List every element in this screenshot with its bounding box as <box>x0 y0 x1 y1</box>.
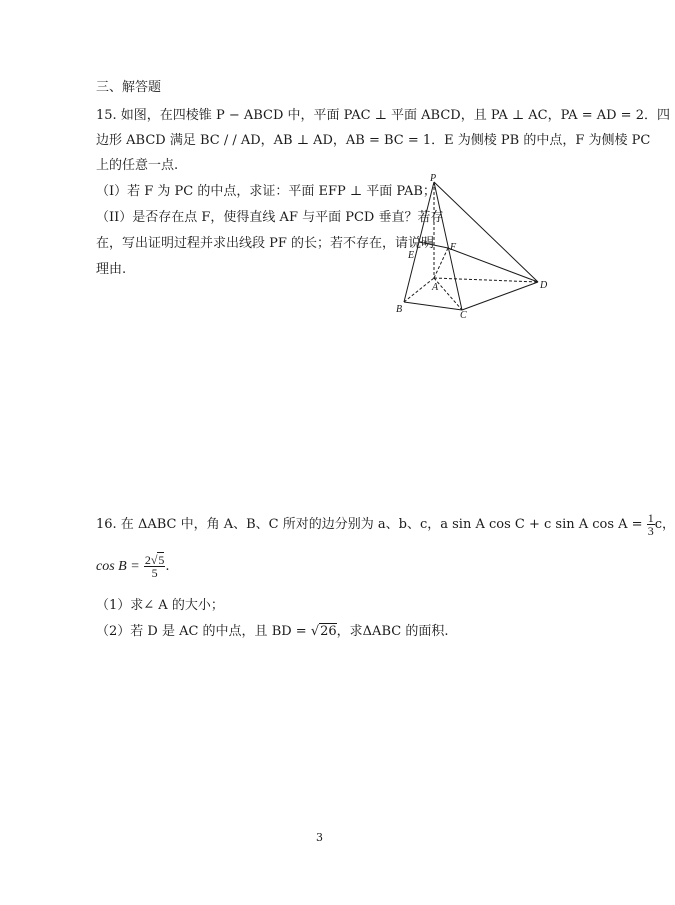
label-a: A <box>432 282 439 293</box>
label-d: D <box>540 280 548 291</box>
frac-denominator: 3 <box>647 524 654 538</box>
segment-af <box>434 248 448 278</box>
q16-line2-suffix: . <box>165 559 170 574</box>
q16-line1-suffix: c， <box>654 517 675 532</box>
frac-denominator: 5 <box>151 566 158 580</box>
q15-part2-line1: （II）是否存在点 F，使得直线 AF 与平面 PCD 垂直？若存 <box>96 210 444 225</box>
q16-part1: （1）求∠ A 的大小； <box>96 598 224 613</box>
label-f: F <box>450 242 457 253</box>
radicand: 5 <box>158 553 165 567</box>
page-number: 3 <box>316 831 323 844</box>
edge-bc <box>404 302 462 310</box>
q15-line3: 上的任意一点. <box>96 158 179 173</box>
q15-part2-line2: 在，写出证明过程并求出线段 PF 的长；若不存在，请说明 <box>96 236 435 251</box>
label-b: B <box>396 304 403 315</box>
pyramid-figure <box>390 172 550 322</box>
q15-line1: 15. 如图，在四棱锥 P − ABCD 中，平面 PAC ⊥ 平面 ABCD，且 PA ⊥ AC，PA = AD = 2．四 <box>96 108 670 123</box>
edge-cd <box>462 282 538 310</box>
fraction-one-third <box>647 512 655 537</box>
section-title: 三、解答题 <box>96 80 162 95</box>
q16-part2-suffix: ，求ΔABC 的面积. <box>336 624 449 639</box>
label-p: P <box>430 173 437 184</box>
fraction-cos-b <box>144 554 166 579</box>
q16-line2 <box>96 552 170 582</box>
q16-line1-prefix: 16. 在 ΔABC 中，角 A、B、C 所对的边分别为 a、b、c，a sin A cos C + c sin A cos A = <box>96 517 643 532</box>
q16-line1 <box>96 511 675 539</box>
frac-numerator: 1 <box>647 511 654 525</box>
label-c: C <box>460 310 467 321</box>
segment-fd <box>448 248 538 282</box>
q16-part2-prefix: （2）若 D 是 AC 的中点，且 BD = <box>96 624 307 639</box>
q15-part2-line3: 理由. <box>96 262 127 277</box>
coef: 2 <box>144 553 151 567</box>
label-e: E <box>408 250 415 261</box>
sqrt-26: 26 <box>320 624 337 639</box>
q15-part1: （I）若 F 为 PC 的中点，求证：平面 EFP ⊥ 平面 PAB； <box>96 184 436 199</box>
edge-ba <box>404 278 434 302</box>
edge-ac <box>434 278 462 310</box>
edge-pd <box>434 182 538 282</box>
cos-b-label: cos B = <box>96 559 140 574</box>
q15-line2: 边形 ABCD 满足 BC / / AD，AB ⊥ AD，AB = BC = 1．E 为侧棱 PB 的中点，F 为侧棱 PC <box>96 133 651 148</box>
frac-numerator: 2√5 <box>144 553 165 567</box>
edge-ad <box>434 278 538 282</box>
q16-part2: （2）若 D 是 AC 的中点，且 BD = √26，求ΔABC 的面积. <box>96 624 449 639</box>
